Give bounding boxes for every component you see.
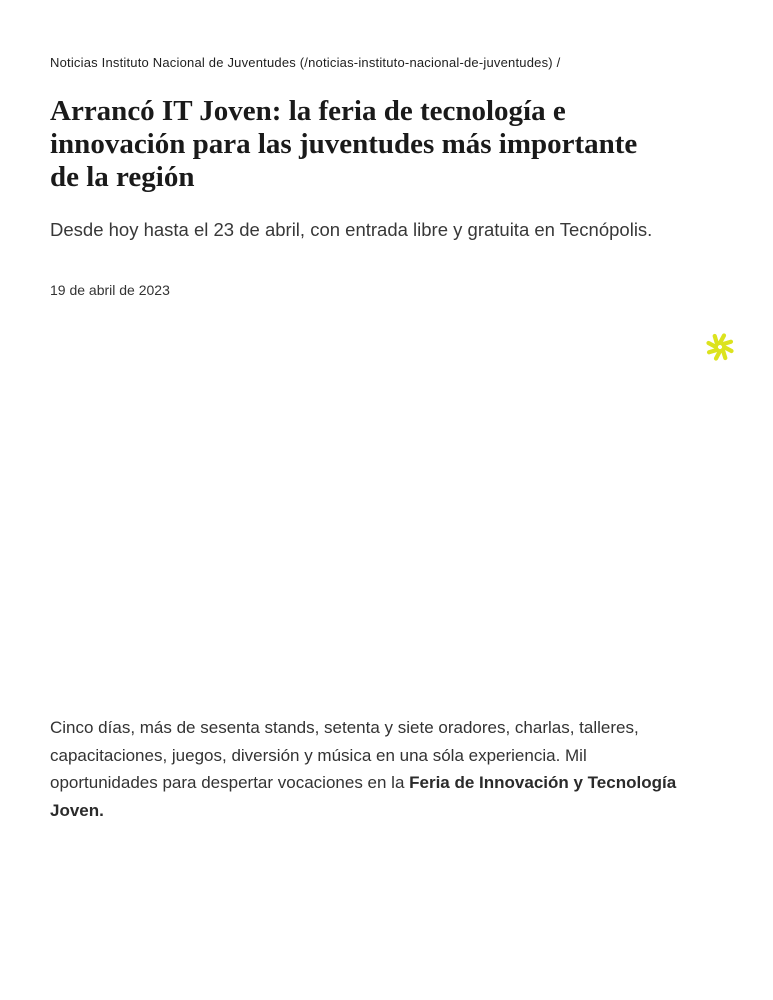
article-body-text: Cinco días, más de sesenta stands, setenta y siete oradores, charlas, talleres, capacitaciones, juegos, diversión y música en una sóla experiencia. Mil oportunidades para despertar vocaciones en la	[50, 718, 639, 792]
breadcrumb-url-display: (/noticias-instituto-nacional-de-juventudes)	[299, 55, 553, 70]
article-subtitle: Desde hoy hasta el 23 de abril, con entrada libre y gratuita en Tecnópolis.	[50, 219, 653, 240]
breadcrumb-label: Noticias Instituto Nacional de Juventudes	[50, 55, 296, 70]
page-title: Arrancó IT Joven: la feria de tecnología e innovación para las juventudes más importante de la región	[50, 95, 638, 193]
article-media-placeholder	[50, 309, 715, 709]
article-body	[50, 714, 695, 824]
loading-spinner-icon	[704, 331, 736, 363]
breadcrumb	[50, 55, 715, 71]
article-date: 19 de abril de 2023	[50, 282, 170, 298]
breadcrumb-link[interactable]	[50, 55, 553, 70]
breadcrumb-separator: /	[556, 55, 561, 70]
article-body-bold-text: Feria de Innovación y Tecnología Joven.	[50, 773, 677, 820]
